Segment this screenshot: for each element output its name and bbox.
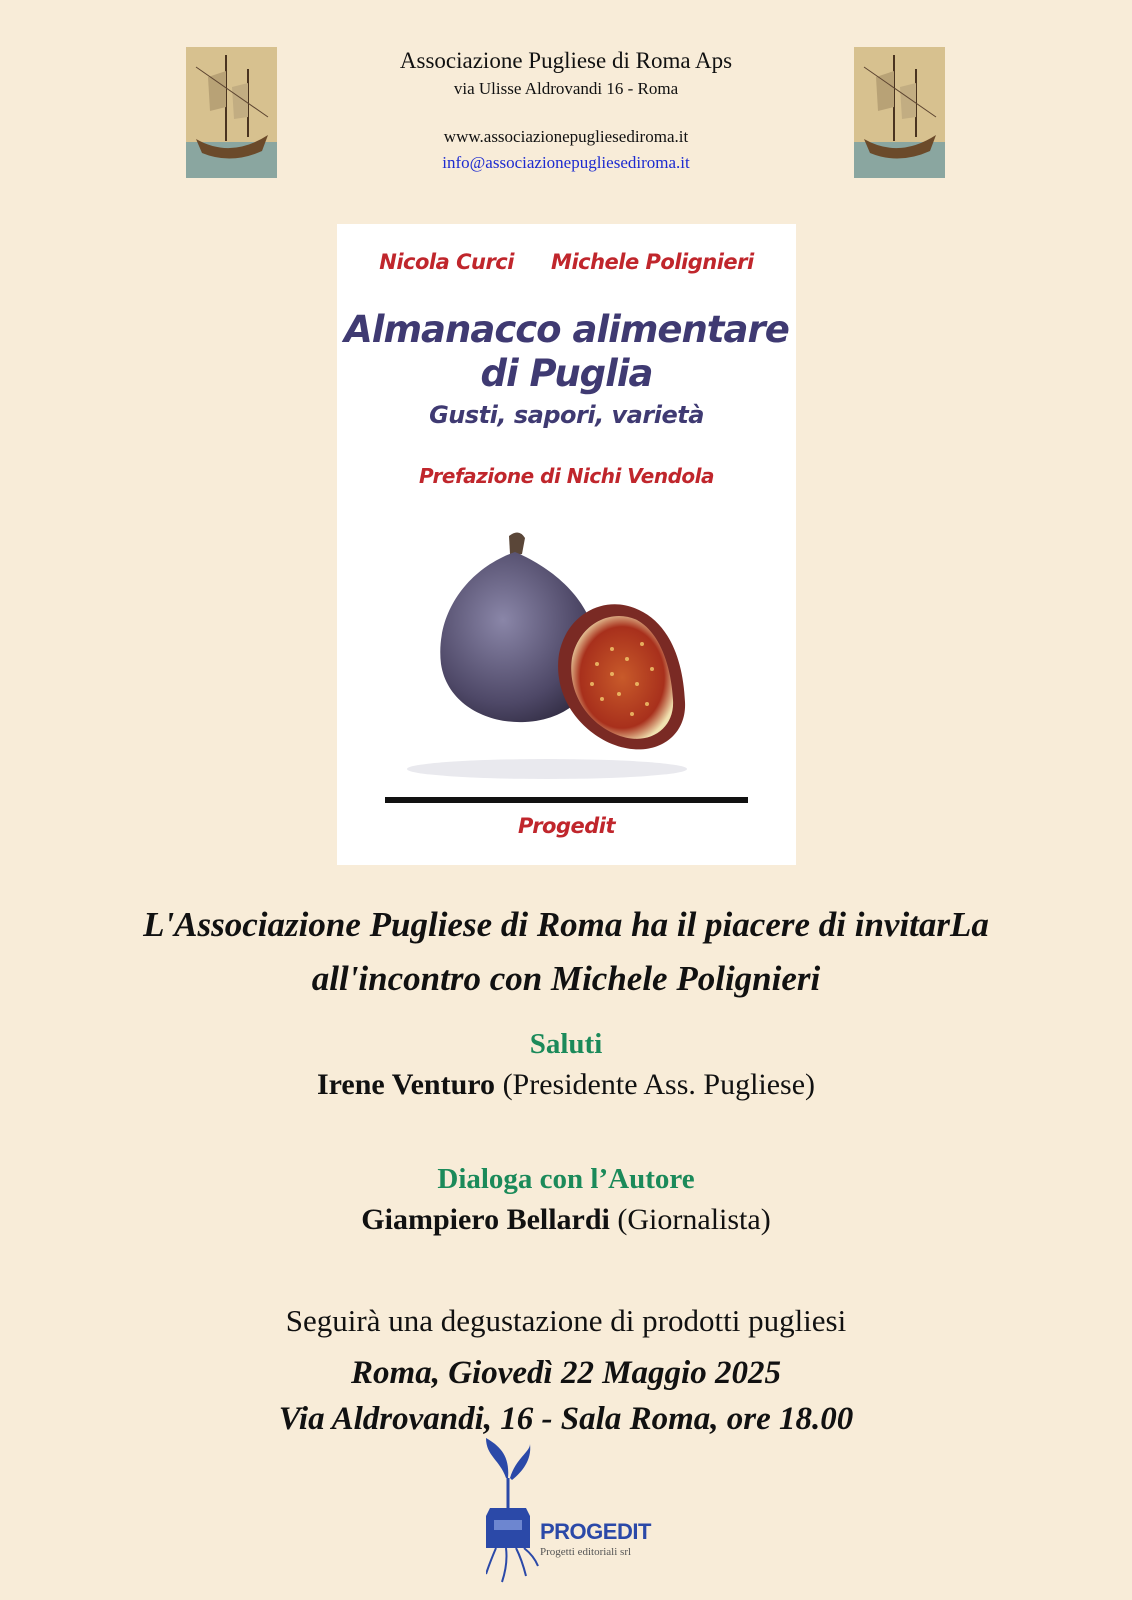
invitation-line-1: L'Associazione Pugliese di Roma ha il piacere di invitarLa <box>143 905 989 944</box>
greetings-heading: Saluti <box>529 1028 603 1060</box>
invitation-text <box>40 898 1092 1006</box>
progedit-tagline: Progetti editoriali srl <box>540 1546 632 1558</box>
greetings-speaker-role: (Presidente Ass. Pugliese) <box>502 1068 816 1101</box>
book-publisher: Progedit <box>517 814 616 838</box>
cover-divider <box>385 797 748 803</box>
dialogue-speaker-role: (Giornalista) <box>617 1203 771 1236</box>
organization-header <box>0 46 1132 176</box>
figs-illustration <box>397 524 737 784</box>
dialogue-speaker-name: Giampiero Bellardi <box>361 1203 610 1236</box>
email-link[interactable]: info@associazionepugliesediroma.it <box>442 153 690 172</box>
book-cover <box>337 224 796 865</box>
book-title-line-1: Almanacco alimentare <box>344 308 789 351</box>
progedit-wordmark: PROGEDIT <box>540 1519 651 1544</box>
greetings-section <box>0 1026 1132 1108</box>
dialogue-speaker <box>0 1197 1132 1243</box>
event-venue: Via Aldrovandi, 16 - Sala Roma, ore 18.00 <box>278 1401 854 1437</box>
progedit-logo <box>486 1438 656 1588</box>
book-author-2: Michele Polignieri <box>551 250 754 274</box>
dialogue-section <box>0 1161 1132 1243</box>
organization-name: Associazione Pugliese di Roma Aps <box>399 48 733 73</box>
tasting-note: Seguirà una degustazione di prodotti pugliesi <box>285 1303 847 1338</box>
book-title-line-2: di Puglia <box>480 352 653 395</box>
book-preface: Prefazione di Nichi Vendola <box>418 464 715 488</box>
event-date: Roma, Giovedì 22 Maggio 2025 <box>351 1355 781 1391</box>
organization-address: via Ulisse Aldrovandi 16 - Roma <box>453 79 679 98</box>
greetings-speaker-name: Irene Venturo <box>316 1068 496 1101</box>
book-subtitle: Gusti, sapori, varietà <box>429 401 704 429</box>
website-link[interactable]: www.associazionepugliesediroma.it <box>443 127 689 146</box>
greetings-speaker <box>0 1062 1132 1108</box>
book-authors <box>337 250 796 274</box>
book-title <box>337 308 796 396</box>
invitation-line-2: all'incontro con Michele Polignieri <box>311 959 821 998</box>
dialogue-heading: Dialoga con l’Autore <box>437 1163 695 1195</box>
book-author-1: Nicola Curci <box>379 250 514 274</box>
